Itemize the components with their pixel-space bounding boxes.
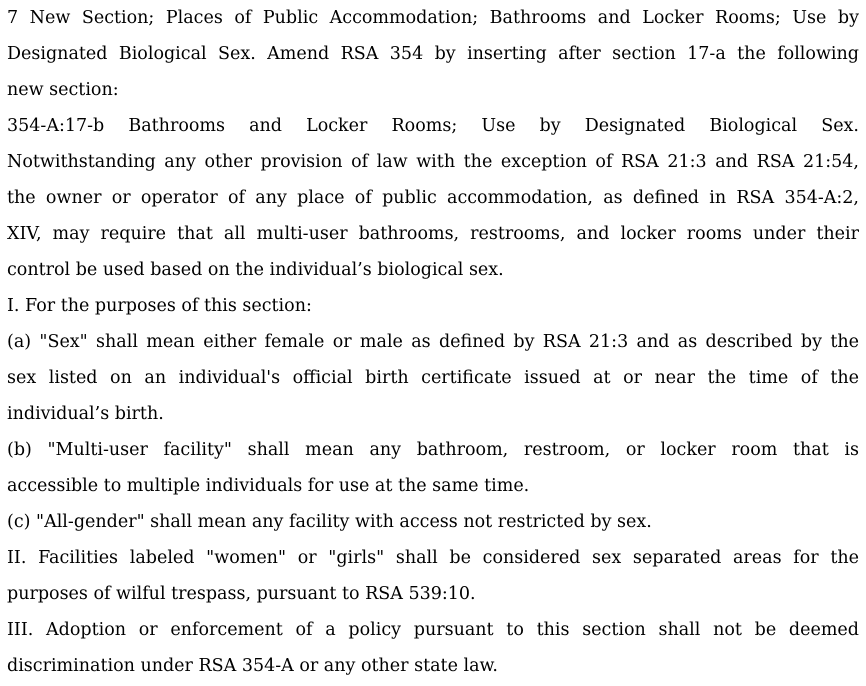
- paragraph-ii-line-2: purposes of wilful trespass, pursuant to RSA 539:10.: [7, 584, 476, 604]
- definition-b-line-1: (b) "Multi-user facility" shall mean any bathroom, restroom, or locker room that is: [7, 440, 859, 460]
- subsection-body-line-1: Notwithstanding any other provision of law with the exception of RSA 21:3 and RSA 21:54,: [7, 152, 859, 172]
- subsection-title-line: 354-A:17-b Bathrooms and Locker Rooms; Use by Designated Biological Sex.: [7, 116, 859, 136]
- definition-a-line-2: sex listed on an individual's official birth certificate issued at or near the time of the: [7, 368, 859, 388]
- section-heading-line-2: Designated Biological Sex. Amend RSA 354 by inserting after section 17-a the following: [7, 44, 859, 64]
- definition-a-line-3: individual’s birth.: [7, 404, 164, 424]
- subsection-body-line-3: XIV, may require that all multi-user bathrooms, restrooms, and locker rooms under their: [7, 224, 859, 244]
- paragraph-iii-line-1: III. Adoption or enforcement of a policy pursuant to this section shall not be deemed: [7, 620, 859, 640]
- paragraph-i-heading: I. For the purposes of this section:: [7, 296, 312, 316]
- definition-a-line-1: (a) "Sex" shall mean either female or male as defined by RSA 21:3 and as described by the: [7, 332, 859, 352]
- section-heading-line-3: new section:: [7, 80, 119, 100]
- definition-c-line: (c) "All-gender" shall mean any facility with access not restricted by sex.: [7, 512, 652, 532]
- subsection-body-line-4: control be used based on the individual’s biological sex.: [7, 260, 504, 280]
- subsection-body-line-2: the owner or operator of any place of public accommodation, as defined in RSA 354-A:2,: [7, 188, 859, 208]
- definition-b-line-2: accessible to multiple individuals for use at the same time.: [7, 476, 530, 496]
- section-heading-line-1: 7 New Section; Places of Public Accommodation; Bathrooms and Locker Rooms; Use by: [7, 8, 859, 28]
- legal-document: [7, 0, 859, 684]
- paragraph-ii-line-1: II. Facilities labeled "women" or "girls" shall be considered sex separated areas for the: [7, 548, 859, 568]
- paragraph-iii-line-2: discrimination under RSA 354-A or any other state law.: [7, 656, 498, 676]
